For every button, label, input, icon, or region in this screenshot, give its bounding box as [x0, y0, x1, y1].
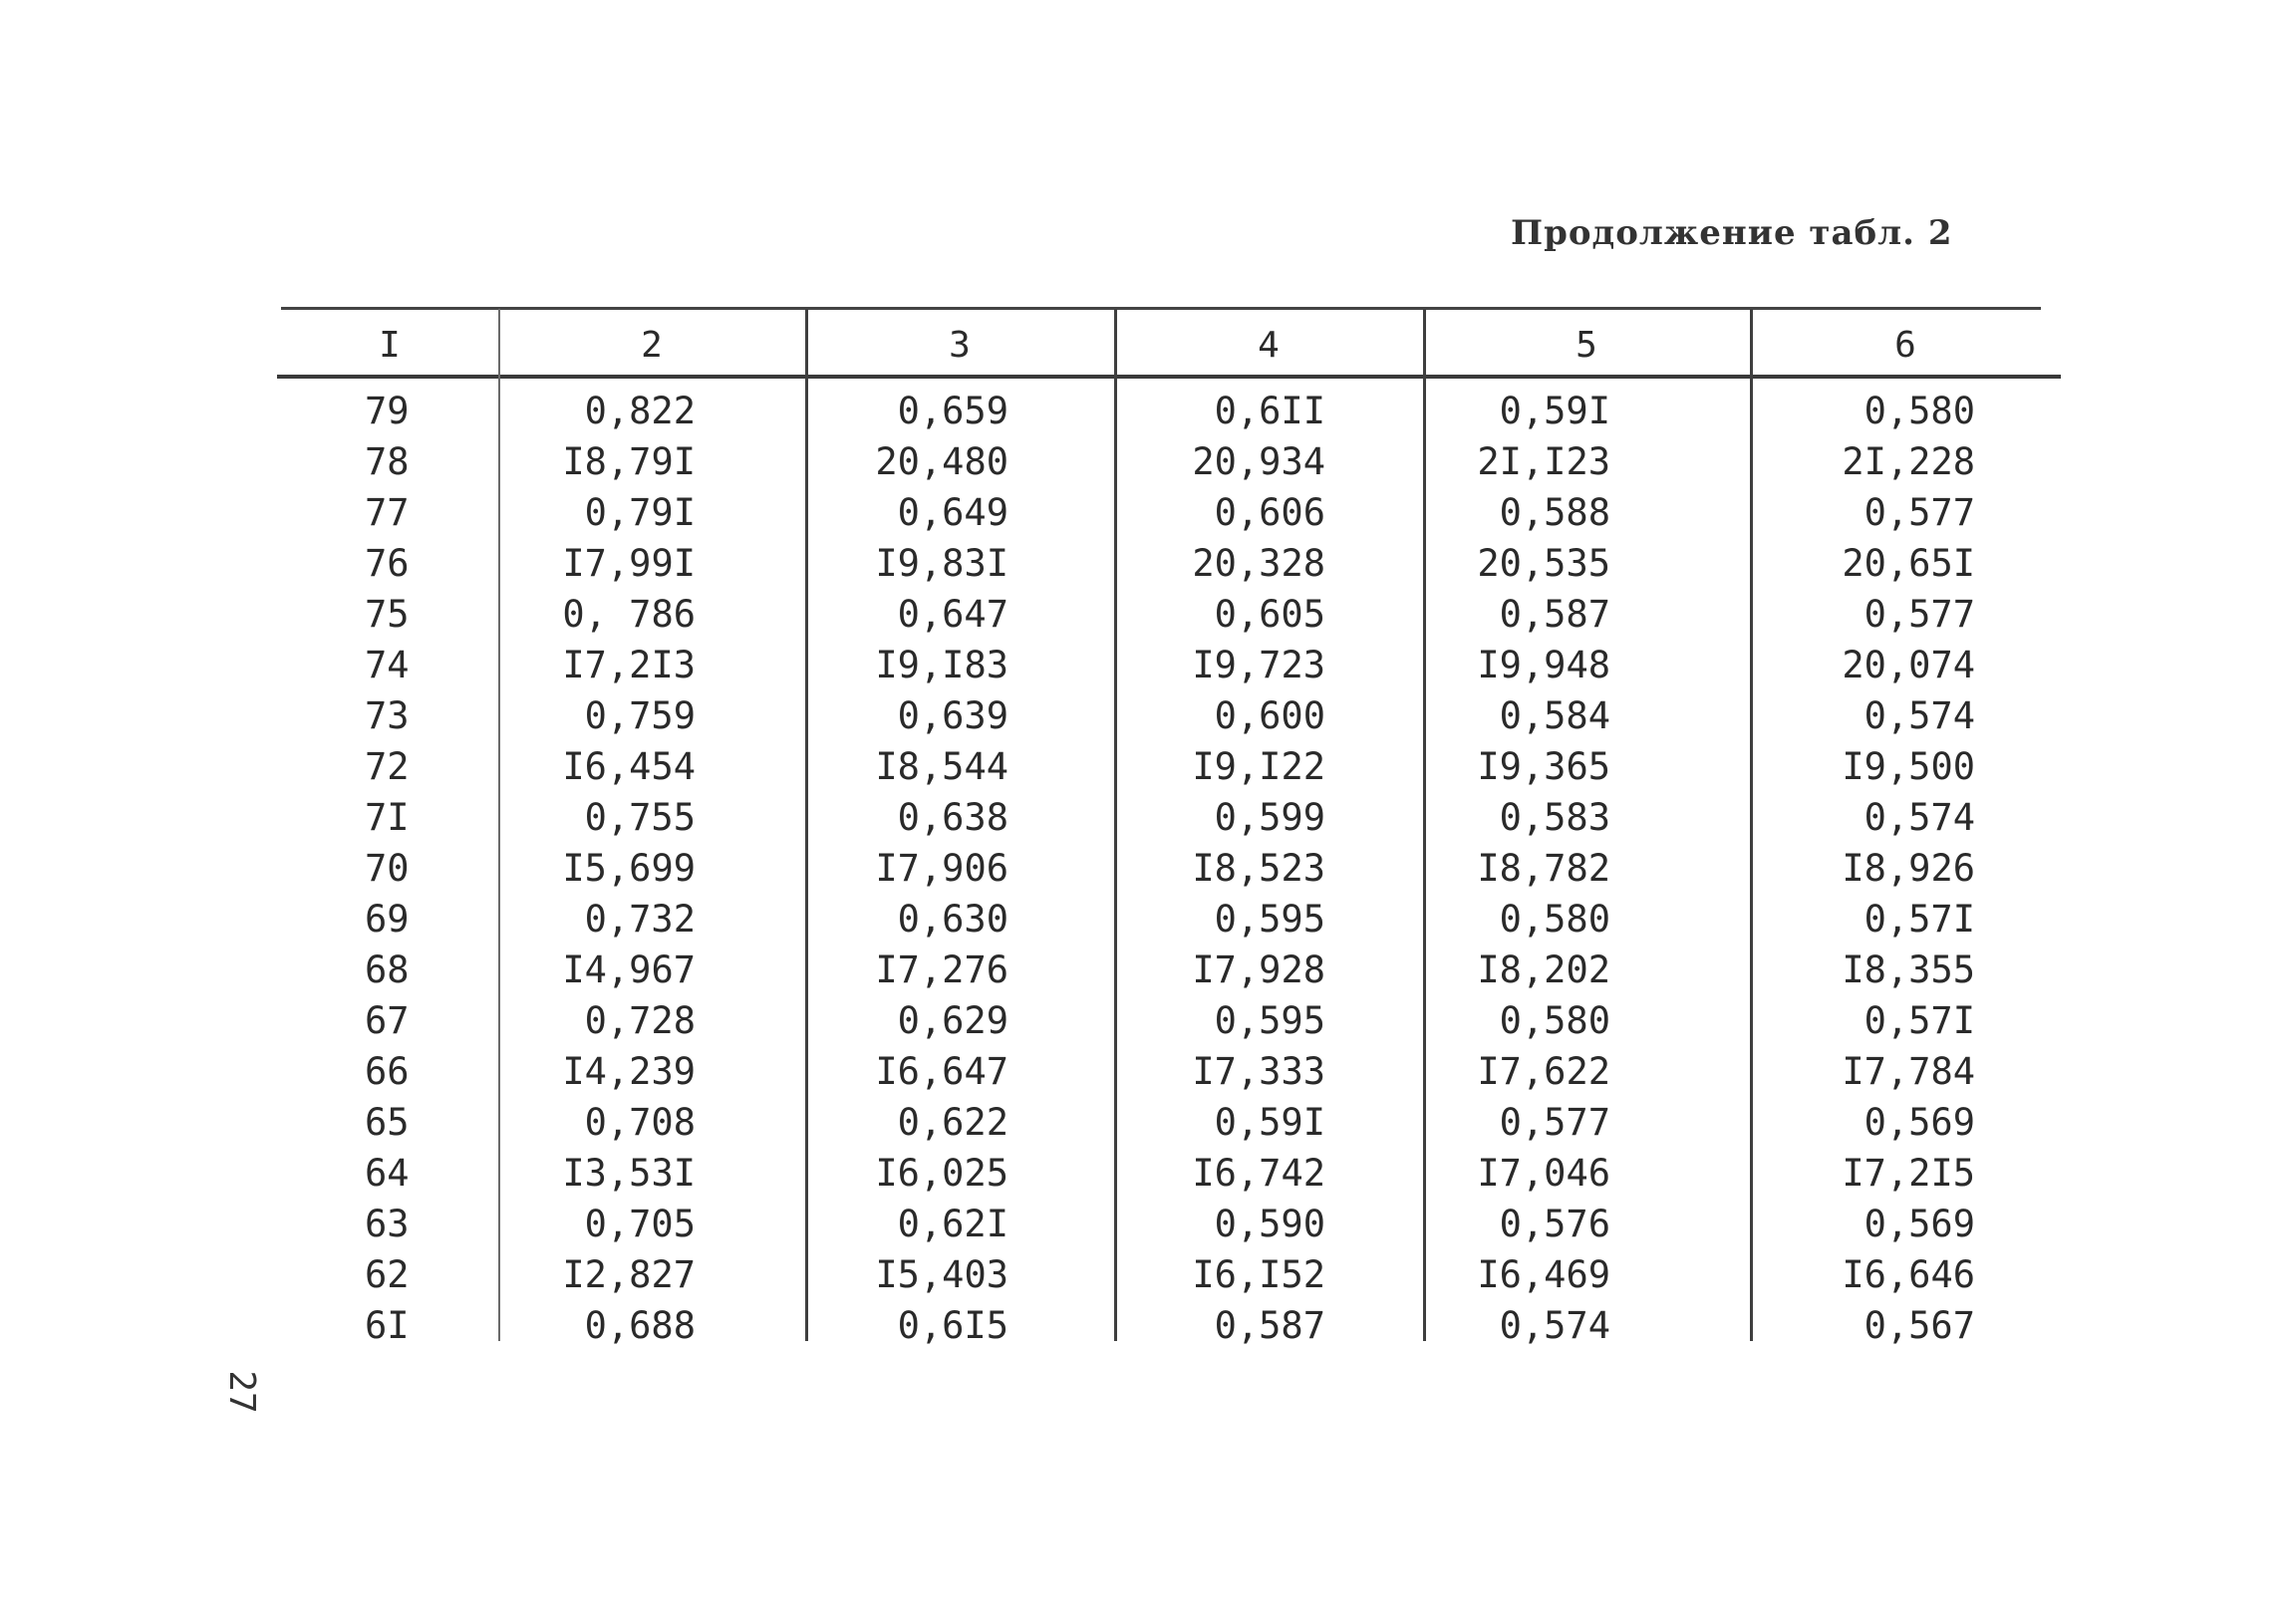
table-row — [281, 844, 2061, 892]
table-cell: 0,600 — [1214, 693, 1325, 737]
table-cell: 64 — [365, 1151, 410, 1195]
table-cell: I6,647 — [875, 1049, 1008, 1093]
table-cell: 0,580 — [1499, 897, 1610, 941]
table-cell: I7,2I5 — [1842, 1151, 1975, 1195]
table-row — [281, 488, 2061, 536]
table-cell: 20,934 — [1192, 439, 1325, 483]
table-cell: 0,587 — [1499, 592, 1610, 636]
table-cell: 0,576 — [1499, 1202, 1610, 1245]
table-row — [281, 437, 2061, 485]
table-row — [281, 1149, 2061, 1197]
table-cell: 0,638 — [897, 795, 1008, 839]
table-cell: I9,I83 — [875, 643, 1008, 686]
table-cell: 0,599 — [1214, 795, 1325, 839]
table-cell: 65 — [365, 1100, 410, 1144]
table-cell: 0,647 — [897, 592, 1008, 636]
table-cell: 73 — [365, 693, 410, 737]
table-cell: I8,782 — [1477, 846, 1610, 890]
table-cell: 0,569 — [1864, 1100, 1975, 1144]
table-cell: I9,500 — [1842, 744, 1975, 788]
column-header: 4 — [1258, 324, 1280, 366]
table-row — [281, 1250, 2061, 1298]
table-cell: 0,590 — [1214, 1202, 1325, 1245]
table-row — [281, 1047, 2061, 1095]
table-cell: 0,6II — [1214, 389, 1325, 432]
table-cell: I8,544 — [875, 744, 1008, 788]
header-bottom-rule — [277, 375, 2061, 379]
table-cell: 20,535 — [1477, 541, 1610, 585]
table-cell: I8,79I — [562, 439, 696, 483]
table-cell: 79 — [365, 389, 410, 432]
table-row — [281, 742, 2061, 790]
table-cell: I8,202 — [1477, 947, 1610, 991]
table-cell: 20,328 — [1192, 541, 1325, 585]
table-cell: 0,732 — [584, 897, 696, 941]
table-cell: 66 — [365, 1049, 410, 1093]
table-cell: I2,827 — [562, 1252, 696, 1296]
table-cell: 6I — [365, 1303, 410, 1347]
table-row — [281, 1098, 2061, 1146]
table-cell: I9,I22 — [1192, 744, 1325, 788]
table-cell: 0,595 — [1214, 897, 1325, 941]
table-cell: 78 — [365, 439, 410, 483]
table-cell: 0,630 — [897, 897, 1008, 941]
table-cell: 0,649 — [897, 490, 1008, 534]
table-cell: I6,469 — [1477, 1252, 1610, 1296]
table-cell: I6,646 — [1842, 1252, 1975, 1296]
table-row — [281, 387, 2061, 434]
table-cell: 7I — [365, 795, 410, 839]
table-cell: 0,57I — [1864, 998, 1975, 1042]
table-cell: 0, 786 — [562, 592, 696, 636]
table-row — [281, 793, 2061, 841]
table-cell: 74 — [365, 643, 410, 686]
table-cell: 77 — [365, 490, 410, 534]
column-header: 5 — [1576, 324, 1597, 366]
table-cell: 0,57I — [1864, 897, 1975, 941]
column-header: 3 — [949, 324, 971, 366]
table-cell: I7,928 — [1192, 947, 1325, 991]
table-cell: I8,926 — [1842, 846, 1975, 890]
table-cell: I9,83I — [875, 541, 1008, 585]
table-cell: 0,567 — [1864, 1303, 1975, 1347]
table-cell: 2I,I23 — [1477, 439, 1610, 483]
table-cell: 0,574 — [1864, 795, 1975, 839]
table-cell: I7,046 — [1477, 1151, 1610, 1195]
table-cell: 0,574 — [1864, 693, 1975, 737]
table-cell: 0,728 — [584, 998, 696, 1042]
table-cell: 67 — [365, 998, 410, 1042]
table-cell: 0,587 — [1214, 1303, 1325, 1347]
table-cell: 0,584 — [1499, 693, 1610, 737]
table-row — [281, 946, 2061, 993]
table-cell: 0,580 — [1864, 389, 1975, 432]
table-cell: 0,569 — [1864, 1202, 1975, 1245]
table-cell: 0,705 — [584, 1202, 696, 1245]
table-cell: I7,784 — [1842, 1049, 1975, 1093]
table-row — [281, 590, 2061, 638]
table-cell: 0,688 — [584, 1303, 696, 1347]
table-cell: 0,822 — [584, 389, 696, 432]
table-top-rule — [281, 307, 2041, 310]
table-cell: 0,595 — [1214, 998, 1325, 1042]
table-cell: 72 — [365, 744, 410, 788]
table-header-row — [281, 317, 2061, 373]
table-row — [281, 641, 2061, 688]
table-cell: 0,759 — [584, 693, 696, 737]
table-cell: 68 — [365, 947, 410, 991]
table-cell: I8,355 — [1842, 947, 1975, 991]
table-cell: 0,606 — [1214, 490, 1325, 534]
table-cell: 75 — [365, 592, 410, 636]
table-cell: 62 — [365, 1252, 410, 1296]
table-cell: 0,574 — [1499, 1303, 1610, 1347]
table-cell: I9,948 — [1477, 643, 1610, 686]
table-cell: I5,699 — [562, 846, 696, 890]
table-cell: 0,639 — [897, 693, 1008, 737]
table-cell: I7,276 — [875, 947, 1008, 991]
table-cell: 0,622 — [897, 1100, 1008, 1144]
table-cell: 0,629 — [897, 998, 1008, 1042]
table-cell: I6,I52 — [1192, 1252, 1325, 1296]
table-cell: 0,6I5 — [897, 1303, 1008, 1347]
table-cell: I6,025 — [875, 1151, 1008, 1195]
table-cell: I9,723 — [1192, 643, 1325, 686]
table-cell: 20,074 — [1842, 643, 1975, 686]
table-cell: I4,967 — [562, 947, 696, 991]
table-cell: 0,588 — [1499, 490, 1610, 534]
table-cell: 0,577 — [1864, 490, 1975, 534]
table-cell: 0,605 — [1214, 592, 1325, 636]
table-cell: I7,99I — [562, 541, 696, 585]
column-header: I — [379, 324, 401, 366]
table-cell: 0,755 — [584, 795, 696, 839]
table-cell: I7,622 — [1477, 1049, 1610, 1093]
table-cell: 76 — [365, 541, 410, 585]
table-cell: 63 — [365, 1202, 410, 1245]
table-cell: 0,577 — [1864, 592, 1975, 636]
table-cell: 0,708 — [584, 1100, 696, 1144]
table-cell: 0,79I — [584, 490, 696, 534]
column-header: 6 — [1894, 324, 1916, 366]
table-cell: 0,59I — [1214, 1100, 1325, 1144]
table-cell: 2I,228 — [1842, 439, 1975, 483]
table-row — [281, 996, 2061, 1044]
table-cell: I3,53I — [562, 1151, 696, 1195]
table-cell: 0,583 — [1499, 795, 1610, 839]
table-caption: Продолжение табл. 2 — [1511, 213, 1953, 253]
table-cell: I9,365 — [1477, 744, 1610, 788]
table-cell: I8,523 — [1192, 846, 1325, 890]
table-row — [281, 895, 2061, 943]
table-row — [281, 1301, 2061, 1349]
table-cell: 0,62I — [897, 1202, 1008, 1245]
table-cell: 20,480 — [875, 439, 1008, 483]
table-cell: 0,659 — [897, 389, 1008, 432]
table-row — [281, 691, 2061, 739]
table-cell: I7,906 — [875, 846, 1008, 890]
table-cell: 0,577 — [1499, 1100, 1610, 1144]
table-cell: 70 — [365, 846, 410, 890]
table-cell: I6,454 — [562, 744, 696, 788]
table-cell: 0,580 — [1499, 998, 1610, 1042]
column-header: 2 — [641, 324, 663, 366]
table-cell: I6,742 — [1192, 1151, 1325, 1195]
table-cell: I5,403 — [875, 1252, 1008, 1296]
table-cell: I7,2I3 — [562, 643, 696, 686]
table-cell: I7,333 — [1192, 1049, 1325, 1093]
table-row — [281, 539, 2061, 587]
table-cell: 69 — [365, 897, 410, 941]
table-cell: I4,239 — [562, 1049, 696, 1093]
table-row — [281, 1200, 2061, 1247]
page-number: 27 — [221, 1370, 263, 1414]
table-cell: 20,65I — [1842, 541, 1975, 585]
table-cell: 0,59I — [1499, 389, 1610, 432]
